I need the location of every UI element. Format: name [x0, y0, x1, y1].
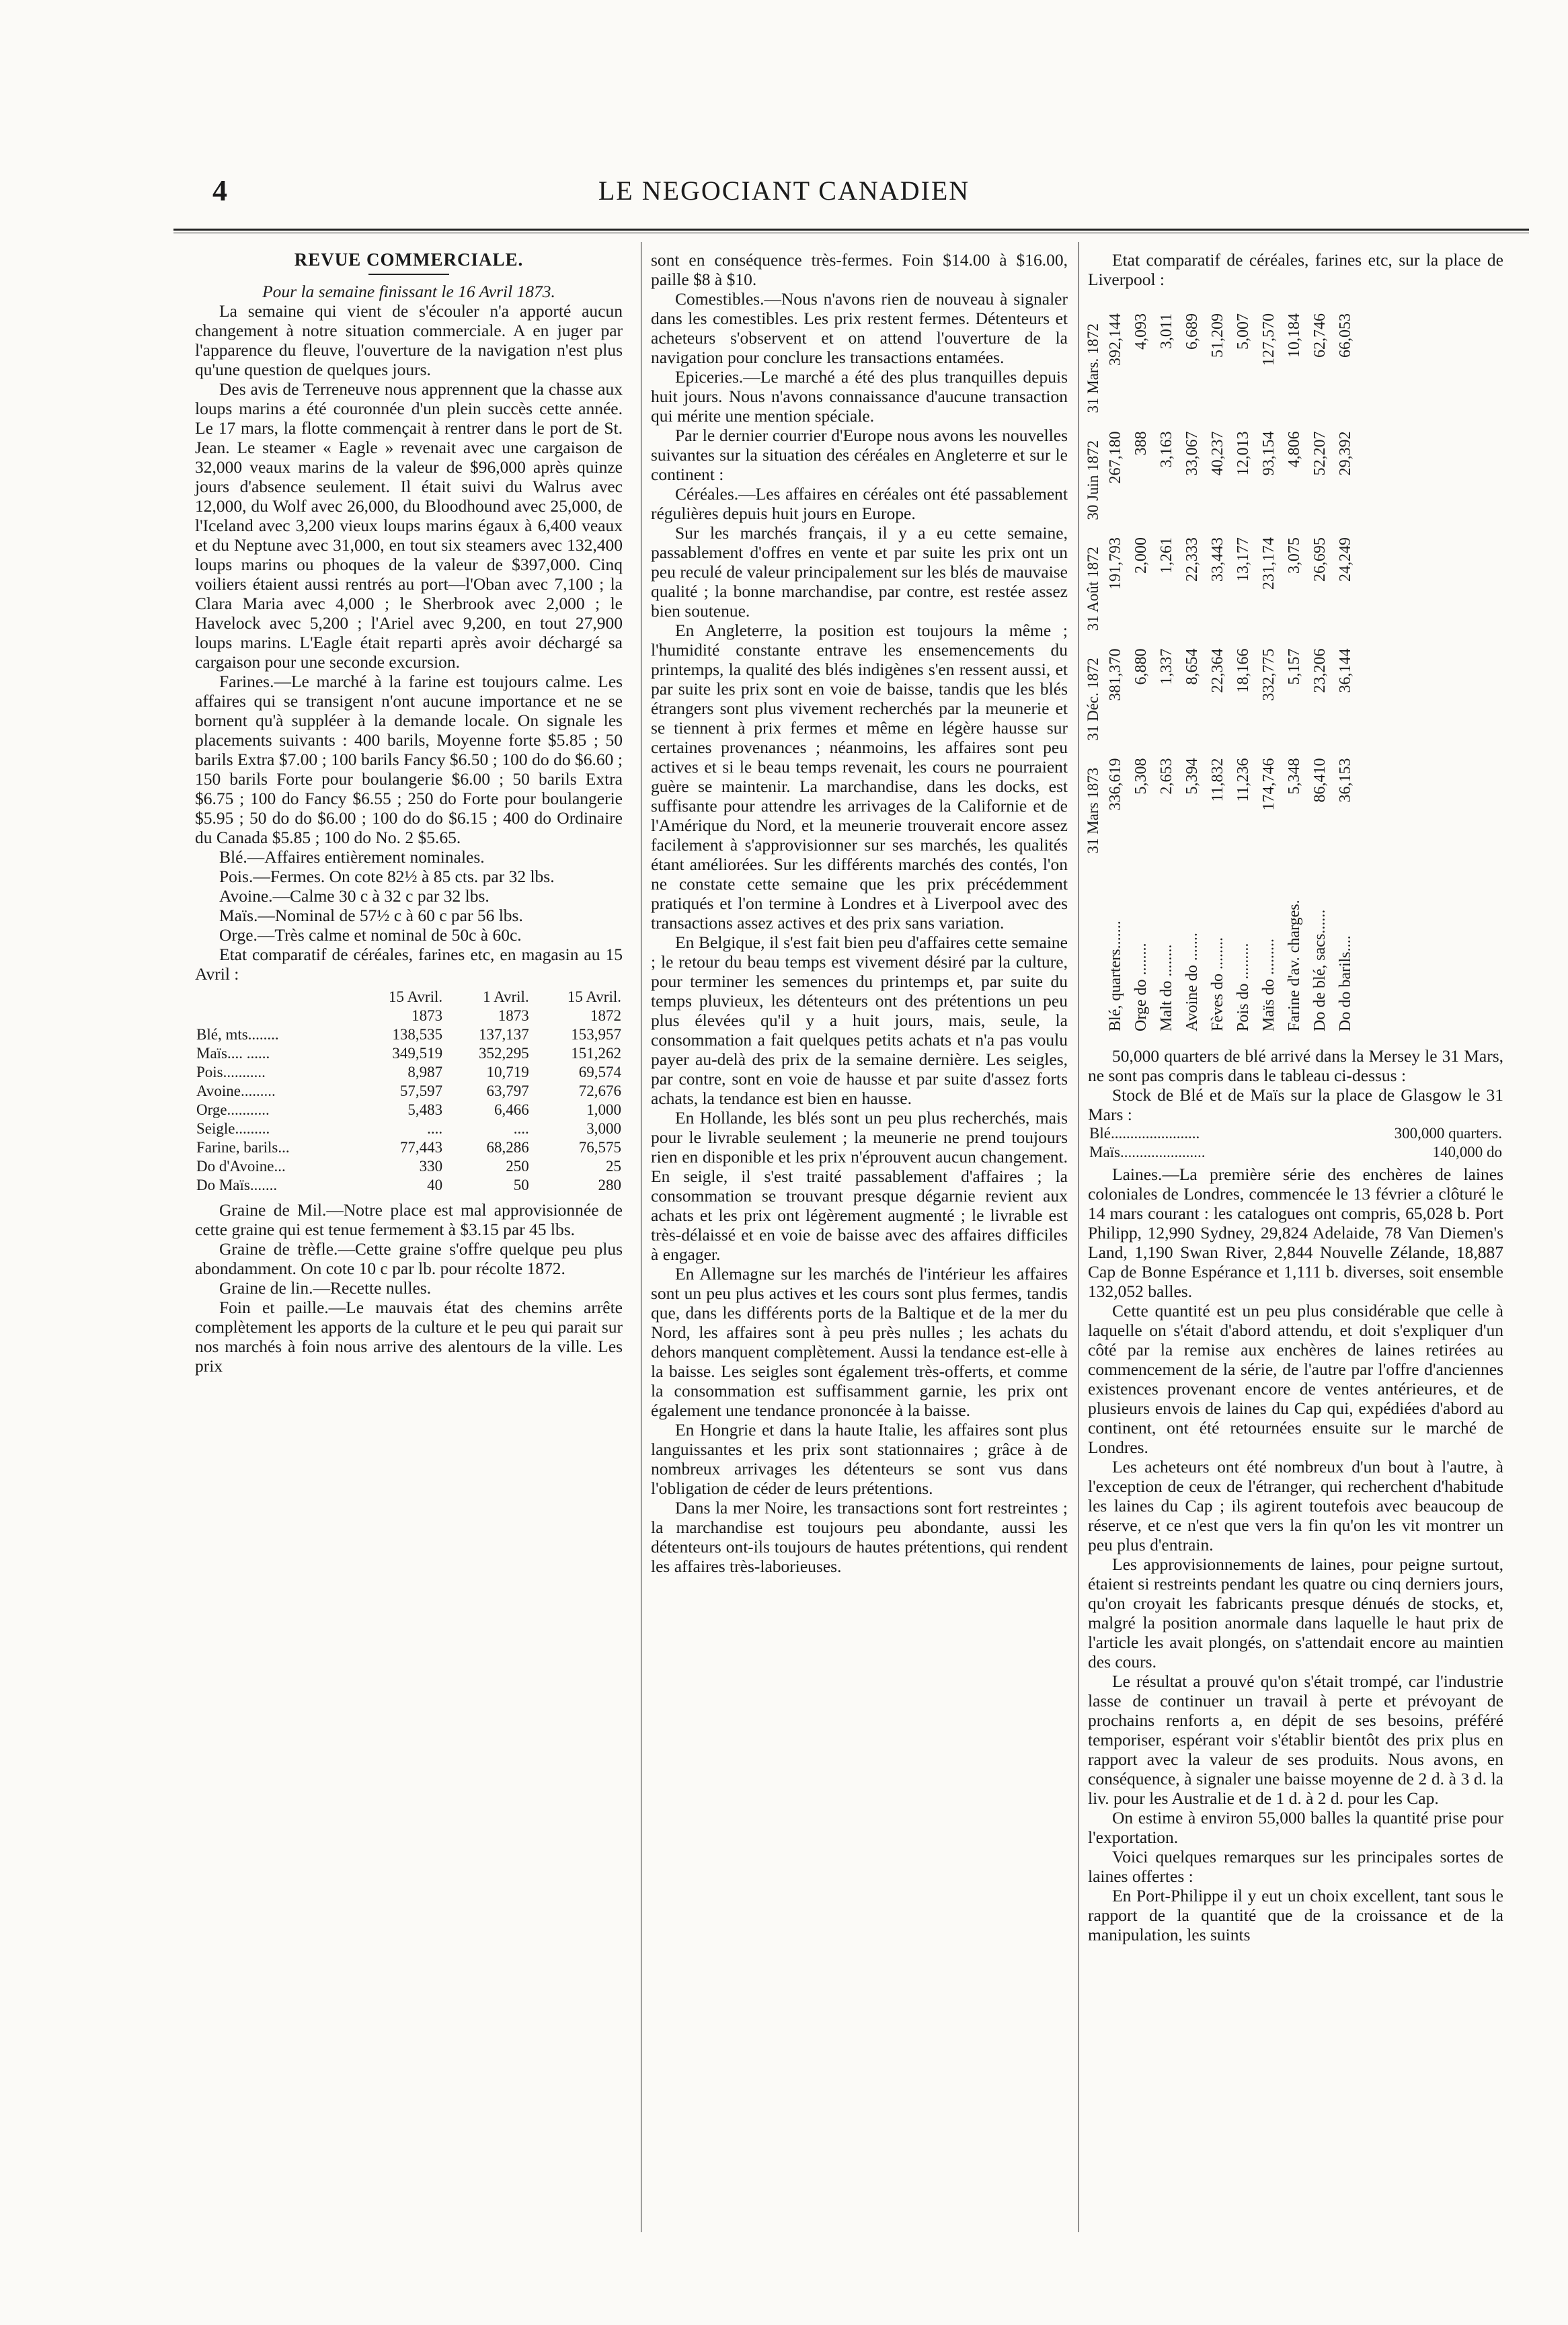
cell: 93,154 — [1260, 431, 1278, 476]
liverpool-stock-table — [1084, 309, 1499, 1035]
cell: 13,177 — [1234, 537, 1252, 582]
section-subheading: Pour la semaine finissant le 16 Avril 1873. — [262, 282, 555, 301]
cell: 5,483 — [407, 1101, 443, 1118]
cell: 2,000 — [1132, 537, 1150, 574]
cell: 137,137 — [478, 1026, 529, 1043]
table-row — [1088, 1143, 1503, 1162]
row-label: Orge........... — [196, 1101, 270, 1118]
paragraph: En Hongrie et dans la haute Italie, les affaires sont plus languissantes et les prix sont stationnaires ; grâce à de nombreux arrivages les détenteurs se sont vus dans l'obligation de céder de leurs prétentions. — [651, 1420, 1068, 1498]
table-header: 31 Mars. 1872 — [1085, 323, 1101, 413]
cell: 6,466 — [494, 1101, 529, 1118]
cell: 63,797 — [486, 1082, 529, 1099]
table-header: 31 Mars 1873 — [1085, 767, 1101, 854]
cell: 332,775 — [1260, 648, 1278, 701]
table-row — [1282, 309, 1307, 1035]
column-1 — [195, 250, 623, 1376]
table-header: 1 Avril. — [483, 988, 529, 1005]
column-3-top — [1088, 250, 1503, 289]
newspaper-title: LE NEGOCIANT CANADIEN — [598, 175, 970, 206]
row-label: Do d'Avoine... — [196, 1158, 286, 1175]
cell: 336,619 — [1107, 758, 1124, 811]
paragraph: Graine de Mil.—Notre place est mal approvisionnée de cette graine qui est tenue fermement à $3.15 par 45 lbs. — [195, 1200, 623, 1239]
paragraph: sont en conséquence très-fermes. Foin $14.00 à $16.00, paille $8 à $10. — [651, 250, 1068, 289]
paragraph: Epiceries.—Le marché a été des plus tranquilles depuis huit jours. Nous n'avons connaissance d'aucune transaction qui mérite une mention spéciale. — [651, 367, 1068, 426]
cell: 250 — [506, 1158, 529, 1175]
paragraph: Voici quelques remarques sur les principales sortes de laines offertes : — [1088, 1847, 1503, 1886]
row-label: Seigle......... — [196, 1120, 270, 1137]
cell: 10,719 — [486, 1064, 529, 1080]
paragraph: Comestibles.—Nous n'avons rien de nouveau à signaler dans les comestibles. Les prix restent fermes. Détenteurs et acheteurs s'observent et on attend l'ouverture de la navigation pour conclure les transactions entamées. — [651, 289, 1068, 367]
cell: 10,184 — [1286, 313, 1303, 358]
cell: 280 — [598, 1177, 621, 1193]
cell: 5,308 — [1132, 758, 1150, 795]
cell: 86,410 — [1311, 758, 1329, 803]
cell: 330 — [419, 1158, 443, 1175]
paragraph: Laines.—La première série des enchères de laines coloniales de Londres, commencée le 13 février a clôturé le 14 mars courant : les catalogues ont compris, 65,028 b. Port Philipp, 12,990 Sydney, 29,824 Adelaide, 78 Van Diemen's Land, 1,190 Swan River, 2,844 Nouvelle Zélande, 18,887 Cap de Bonne Espérance et 1,111 b. diverses, soit ensemble 132,052 balles. — [1088, 1165, 1503, 1301]
row-label: Pois do ......... — [1234, 943, 1252, 1031]
paragraph: Graine de trèfle.—Cette graine s'offre quelque peu plus abondamment. On cote 10 c par lb. pour récolte 1872. — [195, 1239, 623, 1278]
row-label: Maïs do ......... — [1260, 939, 1278, 1031]
cell: 8,987 — [407, 1064, 443, 1080]
cell: 62,746 — [1311, 313, 1329, 358]
paragraph: Par le dernier courrier d'Europe nous avons les nouvelles suivantes sur la situation des céréales en Angleterre et sur le continent : — [651, 426, 1068, 484]
table-year: 1872 — [590, 1007, 621, 1024]
paragraph: Stock de Blé et de Maïs sur la place de Glasgow le 31 Mars : — [1088, 1085, 1503, 1124]
row-label: Avoine do ....... — [1183, 933, 1201, 1031]
cell: 4,093 — [1132, 313, 1150, 350]
cell: 191,793 — [1107, 537, 1124, 590]
heading-rule — [368, 274, 449, 275]
paragraph: En Angleterre, la position est toujours la même ; l'humidité constante entrave les ensemencements du printemps, la qualité des blés indigènes s'en ressent aussi, et par suite les prix sont en voie de baisse, tandis que les blés étrangers sont plus vivement recherchés par la meunerie et se tiennent à prix fermes et même en légère hausse sur certaines provenances ; néanmoins, les affaires sont peu actives et si le beau temps revenait, les cours ne pourraient guère se maintenir. La marchandise, dans les docks, est suffisante pour attendre les arrivages de la Californie et de l'Amérique du Nord, et la meunerie trouverait encore assez facilement à s'approvisionner sur ses marchés, les qualités étant améliorées. Sur les différents marchés des contés, l'on ne constate cette semaine que les prix précédemment pratiqués et l'on termine à Londres et à Liverpool avec des transactions assez actives et des prix sans variation. — [651, 621, 1068, 933]
paragraph: Farines.—Le marché à la farine est toujours calme. Les affaires qui se transigent n'ont aucune importance et ne se bornent qu'à suppléer à la demande locale. On signale les placements suivants : 400 barils, Moyenne forte $5.85 ; 50 barils Extra $7.00 ; 100 barils Fancy $6.50 ; 100 do do $6.60 ; 150 barils Forte pour boulangerie $6.00 ; 50 barils Extra $6.75 ; 100 do Fancy $6.55 ; 250 do Forte pour boulangerie $5.95 ; 50 do do $6.00 ; 100 do do $6.15 ; 400 do Ordinaire du Canada $5.85 ; 100 do No. 2 $5.65. — [195, 672, 623, 847]
cell: 50 — [513, 1177, 529, 1193]
paragraph: Le résultat a prouvé qu'on s'était trompé, car l'industrie lasse de continuer un travail à perte et prévoyant de prochains renforts a, en dépit de ses besoins, préféré temporiser, espérant voir s'établir bientôt des prix plus en rapport avec la valeur de ses produits. Nous avons, en conséquence, à signaler une baisse moyenne de 2 d. à 3 d. la liv. pour les Australie et de 1 d. à 2 d. pour les Cap. — [1088, 1671, 1503, 1808]
table-header-row — [195, 988, 623, 1007]
row-label: Maïs.... ...... — [196, 1045, 270, 1062]
cell: 18,166 — [1234, 648, 1252, 693]
paragraph: On estime à environ 55,000 balles la quantité prise pour l'exportation. — [1088, 1808, 1503, 1847]
cell: 36,153 — [1337, 758, 1354, 803]
table-row — [195, 1119, 623, 1138]
cell: 51,209 — [1209, 313, 1226, 358]
paragraph: Les acheteurs ont été nombreux d'un bout à l'autre, à l'exception de ceux de l'étranger, qui recherchent d'habitude les laines du Cap ; ils agirent toutefois avec beaucoup de réserve, et ce n'est que vers la fin qu'on les vit montrer un peu plus d'entrain. — [1088, 1457, 1503, 1554]
row-label: Malt do ........ — [1158, 944, 1175, 1031]
cell: .... — [513, 1120, 529, 1137]
cell: .... — [427, 1120, 443, 1137]
paragraph: En Allemagne sur les marchés de l'intérieur les affaires sont un peu plus actives et les cours sont plus fermes, tandis que, dans les différents ports de la Baltique et de la mer du Nord, les affaires sont à peu près nulles ; les achats du dehors manquent complètement. Aussi la tendance est-elle à la baisse. Les seigles sont également très-offerts, et comme la consommation est suffisamment garnie, les prix ont également une tendance prononcée à la baisse. — [651, 1264, 1068, 1420]
cell: 12,013 — [1234, 431, 1252, 476]
paragraph: Blé.—Affaires entièrement nominales. — [219, 847, 485, 867]
table-header: 31 Août 1872 — [1085, 547, 1101, 631]
cell: 33,067 — [1183, 431, 1201, 476]
cell: 72,676 — [578, 1082, 621, 1099]
cell: 2,653 — [1158, 758, 1175, 795]
paragraph: Les approvisionnements de laines, pour peigne surtout, étaient si restreints pendant les quatre ou cinq derniers jours, qu'on croyait les fabricants presque dénués de stocks, et, malgré la position anormale dans laquelle le haut prix de l'article les avait plongés, on s'attendait encore au maintien des cours. — [1088, 1554, 1503, 1671]
paragraph: En Belgique, il s'est fait bien peu d'affaires cette semaine ; le retour du beau temps est vivement désiré par la culture, pour terminer les semences du printemps et, par suite du temps pluvieux, les détenteurs ont des prétentions un peu plus élevées qu'il y a huit jours, mais, seule, la consommation a fait quelques petits achats et n'a pas voulu payer au-delà des prix de la semaine dernière. Les seigles, par contre, sont en voie de hausse et par suite d'assez forts achats, la tendance est bien en hausse. — [651, 933, 1068, 1108]
cell: 231,174 — [1260, 537, 1278, 590]
row-label: Fèves do ........ — [1209, 937, 1226, 1031]
row-label: Avoine......... — [196, 1082, 276, 1099]
row-label: Farine d'av. charges. — [1286, 900, 1303, 1031]
cell: 22,333 — [1183, 537, 1201, 582]
cell: 153,957 — [571, 1026, 621, 1043]
cell: 5,394 — [1183, 758, 1201, 795]
cell: 300,000 quarters. — [1394, 1125, 1502, 1142]
row-label: Farine, barils... — [196, 1139, 290, 1156]
cell: 349,519 — [392, 1045, 443, 1062]
paragraph: Etat comparatif de céréales, farines etc, en magasin au 15 Avril : — [195, 945, 623, 984]
table-row — [195, 1044, 623, 1063]
cell: 69,574 — [578, 1064, 621, 1080]
paragraph: Etat comparatif de céréales, farines etc, sur la place de Liverpool : — [1088, 250, 1503, 289]
table-header: 15 Avril. — [567, 988, 621, 1005]
table-row — [195, 1176, 623, 1195]
table-row — [1307, 309, 1333, 1035]
table-year-row — [195, 1007, 623, 1025]
cell: 3,011 — [1158, 313, 1175, 350]
row-label: Blé, quarters....... — [1107, 920, 1124, 1031]
page-number: 4 — [212, 174, 227, 207]
cell: 392,144 — [1107, 313, 1124, 366]
table-row — [1088, 1124, 1503, 1143]
cell: 29,392 — [1337, 431, 1354, 476]
table-row — [1205, 309, 1230, 1035]
page-header — [0, 173, 1568, 207]
table-row — [1103, 309, 1128, 1035]
table-row — [1154, 309, 1179, 1035]
paragraph: Des avis de Terreneuve nous apprennent que la chasse aux loups marins a été couronnée d'un plein succès cette année. Le 17 mars, la flotte commençait à rentrer dans le port de St. Jean. Le steamer « Eagle » revenait avec une cargaison de 32,000 veaux marins de la valeur de $96,000 après quinze jours d'absence seulement. Il était suivi du Walrus avec 12,000, du Wolf avec 26,000, du Bloodhound avec 25,000, de l'Iceland avec 3,200 vieux loups marins égaux à 6,400 veaux et du Neptune avec 31,000, en tout six steamers avec 132,400 loups marins ou phoques de la valeur de $397,000. Cinq voiliers étaient aussi rentrés au port—l'Oban avec 7,100 ; la Clara Maria avec 4,000 ; le Sherbrook avec 2,000 ; le Havelock avec 5,200 ; l'Ariel avec 9,200, en tout 27,900 loups marins. L'Eagle était reparti après avoir déchargé sa cargaison pour une seconde excursion. — [195, 379, 623, 672]
cell: 174,746 — [1260, 758, 1278, 811]
cell: 26,695 — [1311, 537, 1329, 582]
cell: 68,286 — [486, 1139, 529, 1156]
cell: 3,000 — [586, 1120, 621, 1137]
paragraph: Céréales.—Les affaires en céréales ont été passablement régulières depuis huit jours en Europe. — [651, 484, 1068, 523]
table-row — [195, 1101, 623, 1119]
table-row — [195, 1063, 623, 1082]
row-label: Blé....................... — [1089, 1125, 1200, 1142]
paragraph: En Port-Philippe il y eut un choix excellent, tant sous le rapport de la quantité que de la croissance et de la manipulation, les suints — [1088, 1886, 1503, 1944]
cell: 4,806 — [1286, 431, 1303, 468]
table-year: 1873 — [411, 1007, 443, 1024]
cell: 11,236 — [1234, 758, 1252, 802]
cell: 151,262 — [571, 1045, 621, 1062]
cell: 5,348 — [1286, 758, 1303, 795]
cell: 1,337 — [1158, 648, 1175, 685]
row-label: Do de blé, sacs...... — [1311, 909, 1329, 1031]
cell: 3,163 — [1158, 431, 1175, 468]
cell: 57,597 — [399, 1082, 443, 1099]
paragraph: Sur les marchés français, il y a eu cette semaine, passablement d'offres en vente et par suite les prix ont un peu reculé de valeur principalement sur les blés de mauvaise qualité ; la bonne marchandise, par contre, est restée assez bien soutenue. — [651, 523, 1068, 621]
paragraph: Foin et paille.—Le mauvais état des chemins arrête complètement les apports de la culture et le peu qui parait sur nos marchés à foin nous arrive des alentours de la ville. Les prix — [195, 1298, 623, 1376]
table-row — [1179, 309, 1205, 1035]
cell: 40 — [427, 1177, 443, 1193]
row-label: Blé, mts........ — [196, 1026, 279, 1043]
cell: 8,654 — [1183, 648, 1201, 685]
row-label: Orge do ........ — [1132, 943, 1150, 1031]
column-2 — [651, 250, 1068, 1576]
cell: 33,443 — [1209, 537, 1226, 582]
table-row — [195, 1082, 623, 1101]
row-label: Do Maïs....... — [196, 1177, 278, 1193]
glasgow-stock — [1088, 1124, 1503, 1162]
cell: 76,575 — [578, 1139, 621, 1156]
table-row — [1128, 309, 1154, 1035]
cell: 25 — [606, 1158, 621, 1175]
row-label: Do do barils.... — [1337, 935, 1354, 1031]
table-row — [1333, 309, 1358, 1035]
paragraph: Avoine.—Calme 30 c à 32 c par 32 lbs. — [219, 886, 489, 906]
cell: 140,000 do — [1432, 1144, 1502, 1160]
cell: 1,000 — [586, 1101, 621, 1118]
cell: 6,689 — [1183, 313, 1201, 350]
paragraph: Dans la mer Noire, les transactions sont fort restreintes ; la marchandise est toujours peu abondante, aussi les détenteurs ont-ils toujours de hautes prétentions, qui rendent les affaires très-laborieuses. — [651, 1498, 1068, 1576]
table-header: 15 Avril. — [389, 988, 443, 1005]
paragraph: Graine de lin.—Recette nulles. — [219, 1278, 432, 1298]
cell: 3,075 — [1286, 537, 1303, 574]
cell: 5,157 — [1286, 648, 1303, 685]
cell: 6,880 — [1132, 648, 1150, 685]
row-label: Maïs...................... — [1089, 1144, 1206, 1160]
table-header-row — [1084, 309, 1103, 1035]
table-header: 30 Juin 1872 — [1085, 440, 1101, 520]
cell: 77,443 — [399, 1139, 443, 1156]
table-row — [195, 1138, 623, 1157]
paragraph: Orge.—Très calme et nominal de 50c à 60c. — [219, 925, 522, 945]
paragraph: En Hollande, les blés sont un peu plus recherchés, mais pour le livrable seulement ; la meunerie ne prend toujours rien en disponible et les prix n'éprouvent aucun changement. En seigle, il s'est traité passablement d'affaires ; la consommation se trouvant presque dégarnie revient aux achats et les prix ont légèrement augmenté ; le livrable est très-délaissé et en voie de baisse avec des affaires difficiles à engager. — [651, 1108, 1068, 1264]
cell: 1,261 — [1158, 537, 1175, 574]
header-rule — [173, 229, 1529, 231]
liverpool-table-wrapper — [1084, 309, 1499, 1035]
cell: 381,370 — [1107, 648, 1124, 701]
section-heading: REVUE COMMERCIALE. — [294, 249, 524, 270]
table-header: 31 Déc. 1872 — [1085, 658, 1101, 741]
row-label: Pois........... — [196, 1064, 266, 1080]
table-row — [1256, 309, 1282, 1035]
cell: 5,007 — [1234, 313, 1252, 350]
table-year: 1873 — [498, 1007, 529, 1024]
table-row — [195, 1157, 623, 1176]
table-row — [1230, 309, 1256, 1035]
cell: 24,249 — [1337, 537, 1354, 582]
table-row — [195, 1025, 623, 1044]
cell: 40,237 — [1209, 431, 1226, 476]
cell: 22,364 — [1209, 648, 1226, 693]
cell: 138,535 — [392, 1026, 443, 1043]
cell: 127,570 — [1260, 313, 1278, 366]
paragraph: Cette quantité est un peu plus considérable que celle à laquelle on s'était d'abord attendu, et doit s'expliquer d'un côté par la remise aux enchères de laines retirées au commencement de la série, de l'autre par l'offre d'anciennes existences provenant encore de ventes antérieures, et de plusieurs envois de laines du Cap qui, expédiées d'abord au continent, ont été retournées ensuite sur le marché de Londres. — [1088, 1301, 1503, 1457]
cell: 36,144 — [1337, 648, 1354, 693]
cell: 66,053 — [1337, 313, 1354, 358]
paragraph: Maïs.—Nominal de 57½ c à 60 c par 56 lbs. — [219, 906, 523, 925]
cell: 388 — [1132, 431, 1150, 456]
paragraph: 50,000 quarters de blé arrivé dans la Mersey le 31 Mars, ne sont pas compris dans le tableau ci-dessus : — [1088, 1046, 1503, 1085]
paragraph: Pois.—Fermes. On cote 82½ à 85 cts. par 32 lbs. — [219, 867, 555, 886]
cell: 23,206 — [1311, 648, 1329, 693]
cell: 352,295 — [478, 1045, 529, 1062]
cell: 267,180 — [1107, 431, 1124, 484]
cell: 52,207 — [1311, 431, 1329, 476]
paragraph: La semaine qui vient de s'écouler n'a apporté aucun changement à notre situation commerciale. A en juger par l'apparence du fleuve, l'ouverture de la navigation n'est plus qu'une question de quelques jours. — [195, 301, 623, 379]
stock-table-montreal — [195, 988, 623, 1195]
column-3-bottom — [1088, 1046, 1503, 1944]
cell: 11,832 — [1209, 758, 1226, 802]
